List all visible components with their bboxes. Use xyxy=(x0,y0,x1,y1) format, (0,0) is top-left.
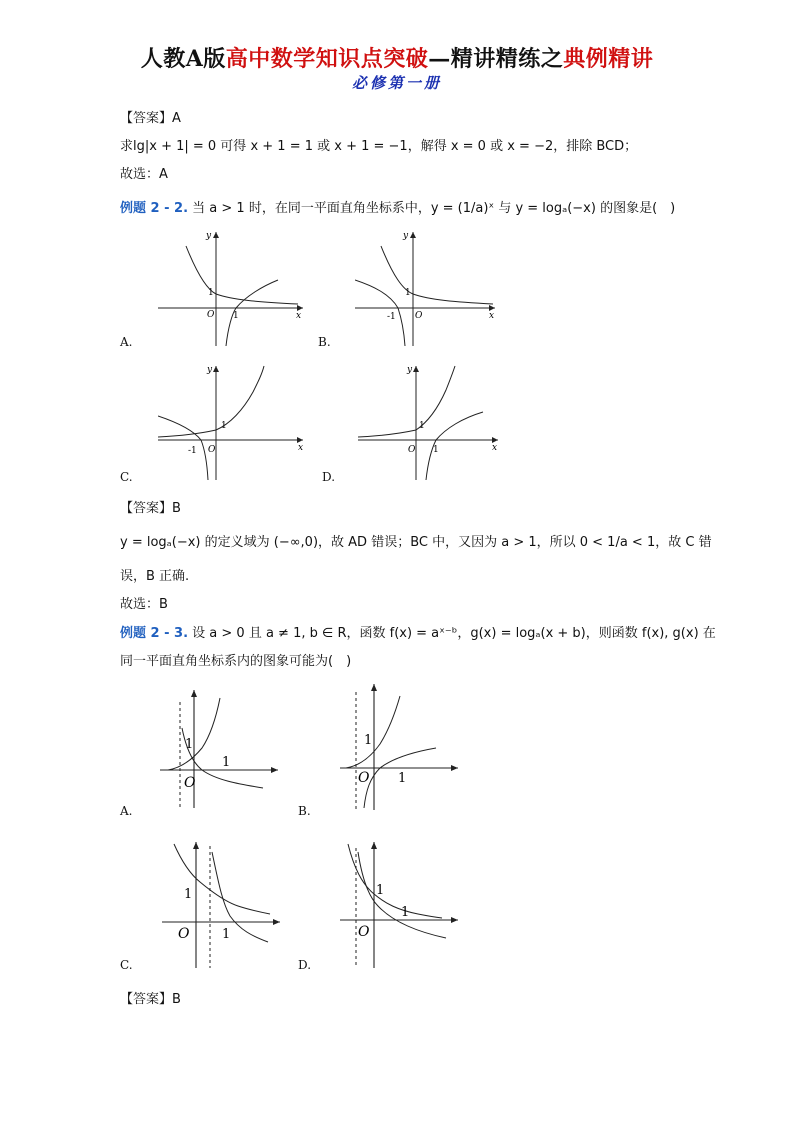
tick-one-label: 1 xyxy=(376,883,385,898)
answer-1: 【答案】A xyxy=(120,111,181,126)
option-d: D. xyxy=(322,470,336,484)
option-c: C. xyxy=(120,958,133,972)
option-d: D. xyxy=(298,958,312,972)
answer-2: 【答案】B xyxy=(120,501,181,516)
x-axis-label: x xyxy=(298,443,304,453)
tick-one-label: 1 xyxy=(433,445,439,455)
option-b: B. xyxy=(318,335,331,349)
tick-one-label: 1 xyxy=(222,927,231,942)
pick-2: 故选：B xyxy=(120,597,168,612)
graph-2-3-b xyxy=(338,682,463,812)
title-part-black: 人教A版 xyxy=(140,46,226,72)
origin-label: O xyxy=(184,775,196,791)
graph-2-3-d xyxy=(338,840,463,970)
x-axis-label: x xyxy=(296,311,302,321)
tick-one-label: 1 xyxy=(184,887,193,902)
title-part-red: 高中数学知识点突破 xyxy=(225,46,429,72)
page-subtitle: 必修第一册 xyxy=(351,74,442,92)
tick-one-label: 1 xyxy=(364,733,373,748)
tick-neg-one-label: -1 xyxy=(387,312,396,322)
tick-one-label: 1 xyxy=(222,755,231,770)
origin-label: O xyxy=(408,445,416,455)
tick-one-label: 1 xyxy=(185,737,194,752)
origin-label: O xyxy=(208,445,216,455)
origin-label: O xyxy=(358,770,370,786)
solution-1: 求lg|x + 1| = 0 可得 x + 1 = 1 或 x + 1 = −1，解得 x = 0 或 x = −2，排除 BCD； xyxy=(120,139,638,154)
graph-2-3-a xyxy=(158,688,283,810)
y-axis-label: y xyxy=(407,365,413,375)
tick-one-label: 1 xyxy=(419,421,425,431)
option-c: C. xyxy=(120,470,133,484)
graph-2-2-a xyxy=(158,228,308,348)
origin-label: O xyxy=(178,926,190,942)
option-a: A. xyxy=(120,804,133,818)
example-question: 当 a > 1 时，在同一平面直角坐标系中，y = (1/a)ˣ 与 y = logₐ(−x) 的图象是( ) xyxy=(192,201,676,216)
tick-neg-one-label: -1 xyxy=(188,446,197,456)
option-b: B. xyxy=(298,804,311,818)
origin-label: O xyxy=(207,310,215,320)
explain-2-line2: 误，B 正确. xyxy=(120,569,190,584)
example-label: 例题 2 - 3. xyxy=(120,626,189,641)
tick-one-label: 1 xyxy=(398,771,407,786)
x-axis-label: x xyxy=(492,443,498,453)
graph-2-2-c xyxy=(158,362,308,482)
explain-2-line1: y = logₐ(−x) 的定义域为 (−∞,0)，故 AD 错误；BC 中，又因为 a > 1，所以 0 < 1/a < 1，故 C 错 xyxy=(120,535,712,550)
graph-2-2-d xyxy=(358,362,508,482)
answer-3: 【答案】B xyxy=(120,992,181,1007)
graph-2-2-b xyxy=(355,228,505,348)
tick-one-label: 1 xyxy=(221,421,227,431)
origin-label: O xyxy=(358,924,370,940)
x-axis-label: x xyxy=(489,311,495,321)
example-label: 例题 2 - 2. xyxy=(120,201,189,216)
example-2-3 xyxy=(120,622,716,641)
y-axis-label: y xyxy=(206,231,212,241)
example-2-3-line2: 同一平面直角坐标系内的图象可能为( ) xyxy=(120,654,352,669)
graph-2-3-c xyxy=(160,840,285,970)
example-2-2 xyxy=(120,197,675,216)
y-axis-label: y xyxy=(403,231,409,241)
title-part-red-2: 典例精讲 xyxy=(563,46,654,72)
tick-one-label: 1 xyxy=(401,905,410,920)
page-title xyxy=(0,42,794,73)
origin-label: O xyxy=(415,311,423,321)
title-part-sep: —精讲精练之 xyxy=(428,46,564,72)
option-a: A. xyxy=(120,335,133,349)
pick-1: 故选：A xyxy=(120,167,168,182)
example-question: 设 a > 0 且 a ≠ 1, b ∈ R，函数 f(x) = aˣ⁻ᵇ，g(x) = logₐ(x + b)，则函数 f(x), g(x) 在 xyxy=(192,626,716,641)
tick-one-label: 1 xyxy=(405,288,411,298)
tick-one-label: 1 xyxy=(208,288,214,298)
y-axis-label: y xyxy=(207,365,213,375)
tick-one-label: 1 xyxy=(233,311,239,321)
